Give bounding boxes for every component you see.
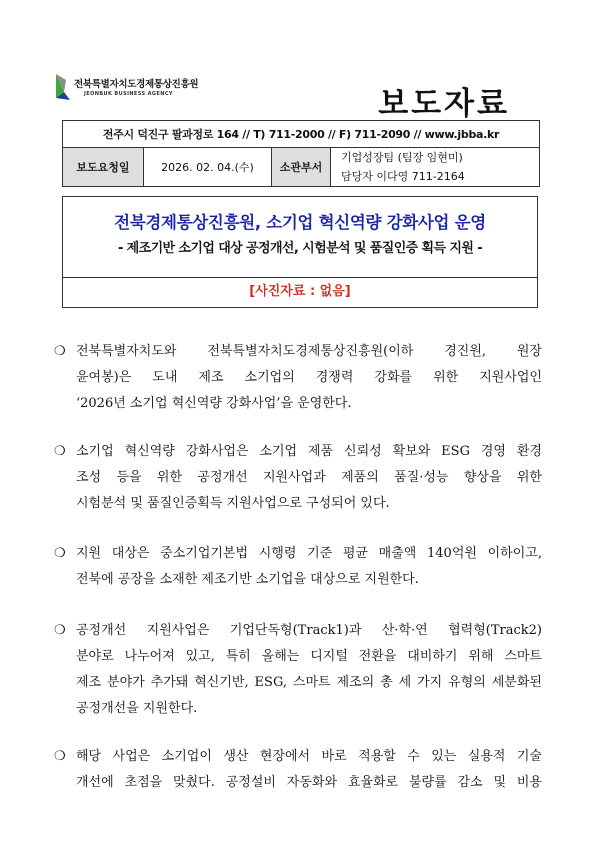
org-logo xyxy=(54,72,224,106)
department-label: 소관부서 xyxy=(272,148,331,186)
photo-note: [사진자료 : 없음] xyxy=(249,284,351,299)
headline-divider xyxy=(63,277,537,278)
headline-box xyxy=(62,196,538,308)
org-name: 전북특별자치도경제통상진흥원 xyxy=(74,79,199,90)
paragraph-line: 지원 대상은 중소기업기본법 시행령 기준 평균 매출액 140억원 이하이고, xyxy=(76,546,542,561)
bullet-icon: ❍ xyxy=(54,444,66,459)
paragraph-line: 제조 분야가 추가돼 혁신기반, ESG, 스마트 제조의 총 세 가지 유형의 세분화된 xyxy=(76,675,542,690)
release-date-value: 2026. 02. 04.(수) xyxy=(144,148,272,186)
org-emblem-icon xyxy=(54,72,74,102)
bullet-icon: ❍ xyxy=(54,749,66,764)
paragraph-line: 공정개선 지원사업은 기업단독형(Track1)과 산·학·연 협력형(Track2) xyxy=(76,623,542,638)
paragraph-line: 조성 등을 위한 공정개선 지원사업과 제품의 품질·성능 향상을 위한 xyxy=(76,470,542,485)
document-type: 보도자료 xyxy=(378,86,510,122)
bullet-icon: ❍ xyxy=(54,546,66,561)
paragraph-line: 해당 사업은 소기업이 생산 현장에서 바로 적용할 수 있는 실용적 기술 xyxy=(76,749,542,764)
org-subtitle: JEONBUK BUSINESS AGENCY xyxy=(84,91,173,97)
paragraph-line: 윤여봉)은 도내 제조 소기업의 경쟁력 강화를 위한 지원사업인 xyxy=(76,370,542,385)
paragraph-line: 공정개선을 지원한다. xyxy=(76,701,198,716)
body-paragraph xyxy=(54,439,544,517)
release-date-label: 보도요청일 xyxy=(63,148,144,186)
address-line: 전주시 덕진구 팔과정로 164 // T) 711-2000 // F) 711-2090 // www.jbba.kr xyxy=(63,121,539,148)
department-contact: 담당자 이다영 711-2164 xyxy=(341,170,465,183)
body-paragraph xyxy=(54,339,544,417)
release-info-row xyxy=(63,148,539,186)
bullet-icon: ❍ xyxy=(54,623,66,638)
paragraph-line: 시험분석 및 품질인증획득 지원사업으로 구성되어 있다. xyxy=(76,496,390,511)
paragraph-line: 전북에 공장을 소재한 제조기반 소기업을 대상으로 지원한다. xyxy=(76,572,419,587)
department-info xyxy=(331,148,539,186)
paragraph-line: 전북특별자치도와 전북특별자치도경제통상진흥원(이하 경진원, 원장 xyxy=(76,344,542,359)
paragraph-line: 분야로 나누어져 있고, 특히 올해는 디지털 전환을 대비하기 위해 스마트 xyxy=(76,649,542,664)
body-paragraph xyxy=(54,541,544,593)
contact-info-table xyxy=(62,120,540,187)
paragraph-line: 소기업 혁신역량 강화사업은 소기업 제품 신뢰성 확보와 ESG 경영 환경 xyxy=(76,444,542,459)
body-paragraph xyxy=(54,744,544,796)
paragraph-line: 개선에 초점을 맞췄다. 공정설비 자동화와 효율화로 불량률 감소 및 비용 xyxy=(76,775,542,790)
department-team: 기업성장팀 (팀장 임현미) xyxy=(341,151,463,164)
headline-title: 전북경제통상진흥원, 소기업 혁신역량 강화사업 운영 xyxy=(114,213,486,232)
bullet-icon: ❍ xyxy=(54,344,66,359)
paragraph-line: ‘2026년 소기업 혁신역량 강화사업’을 운영한다. xyxy=(76,396,352,411)
headline-subtitle: - 제조기반 소기업 대상 공정개선, 시험분석 및 품질인증 획득 지원 - xyxy=(117,241,483,256)
body-paragraph xyxy=(54,618,544,722)
